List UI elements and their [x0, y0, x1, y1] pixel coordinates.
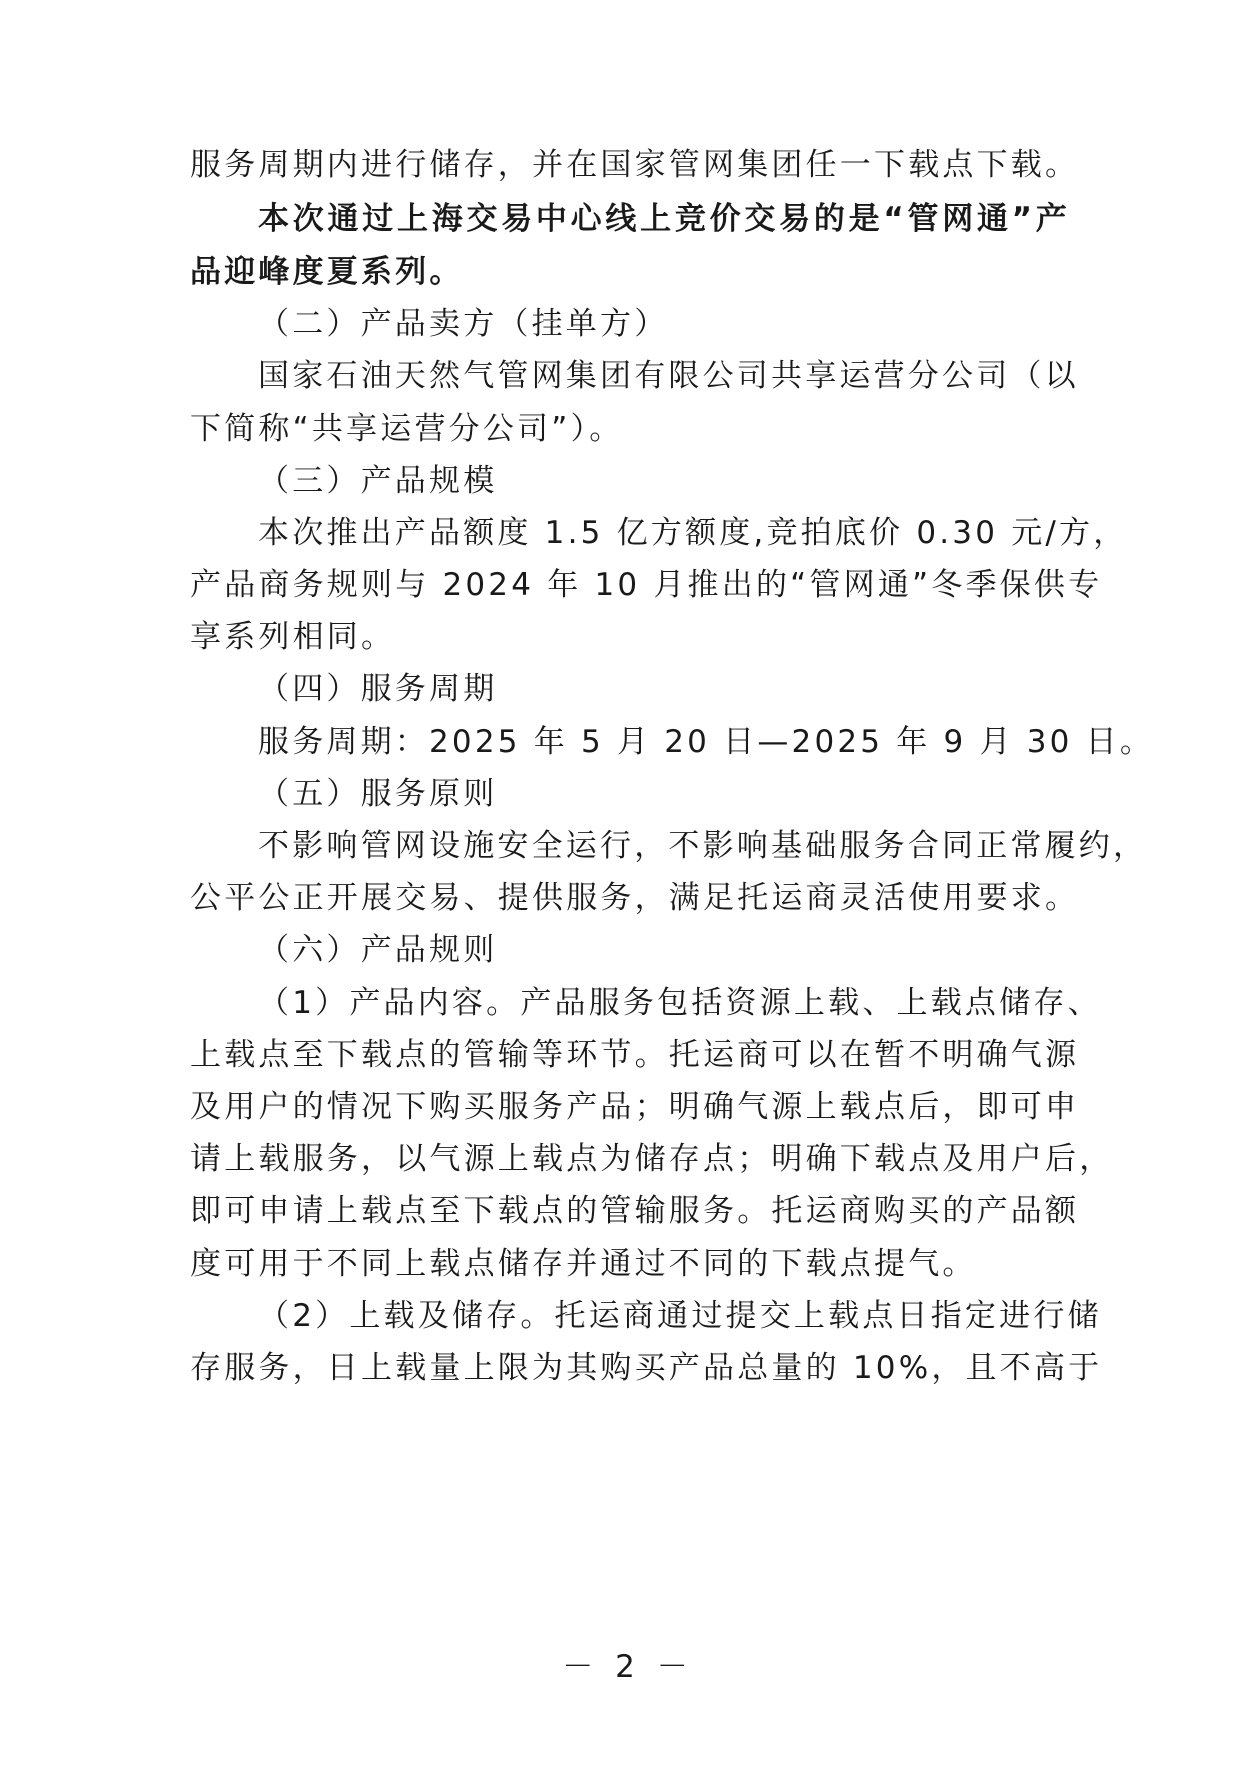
paragraph-line: 享系列相同。: [190, 619, 396, 655]
paragraph-line: 下简称“共享运营分公司”）。: [190, 411, 624, 447]
paragraph-line: 不影响管网设施安全运行，不影响基础服务合同正常履约，: [258, 828, 1148, 864]
paragraph-line: 存服务，日上载量上限为其购买产品总量的 10%，且不高于: [190, 1350, 1103, 1386]
section-heading: （二）产品卖方（挂单方）: [258, 306, 669, 342]
section-heading: （五）服务原则: [258, 776, 498, 812]
page-number: － 2 －: [562, 1649, 694, 1685]
section-heading: （四）服务周期: [258, 671, 498, 707]
paragraph-line: 即可申请上载点至下载点的管输服务。托运商购买的产品额: [190, 1193, 1080, 1229]
paragraph-line: 上载点至下载点的管输等环节。托运商可以在暂不明确气源: [190, 1037, 1080, 1073]
paragraph-line: 服务周期：2025 年 5 月 20 日—2025 年 9 月 30 日。: [258, 724, 1155, 760]
paragraph-line-bold: 品迎峰度夏系列。: [190, 254, 464, 290]
paragraph-line: （1）产品内容。产品服务包括资源上载、上载点储存、: [258, 985, 1102, 1021]
paragraph-line: （2）上载及储存。托运商通过提交上载点日指定进行储: [258, 1298, 1102, 1334]
section-heading: （六）产品规则: [258, 932, 498, 968]
paragraph-line: 本次推出产品额度 1.5 亿方额度,竞拍底价 0.30 元/方，: [258, 515, 1128, 551]
paragraph-line: 公平公正开展交易、提供服务，满足托运商灵活使用要求。: [190, 880, 1080, 916]
paragraph-line: 国家石油天然气管网集团有限公司共享运营分公司（以: [258, 358, 1079, 394]
paragraph-line: 服务周期内进行储存，并在国家管网集团任一下载点下载。: [190, 147, 1080, 183]
paragraph-line-bold: 本次通过上海交易中心线上竞价交易的是“管网通”产: [258, 201, 1070, 237]
paragraph-line: 度可用于不同上载点储存并通过不同的下载点提气。: [190, 1246, 977, 1282]
section-heading: （三）产品规模: [258, 463, 498, 499]
paragraph-line: 请上载服务，以气源上载点为储存点；明确下载点及用户后，: [190, 1141, 1114, 1177]
paragraph-line: 及用户的情况下购买服务产品；明确气源上载点后，即可申: [190, 1089, 1080, 1125]
paragraph-line: 产品商务规则与 2024 年 10 月推出的“管网通”冬季保供专: [190, 567, 1103, 603]
